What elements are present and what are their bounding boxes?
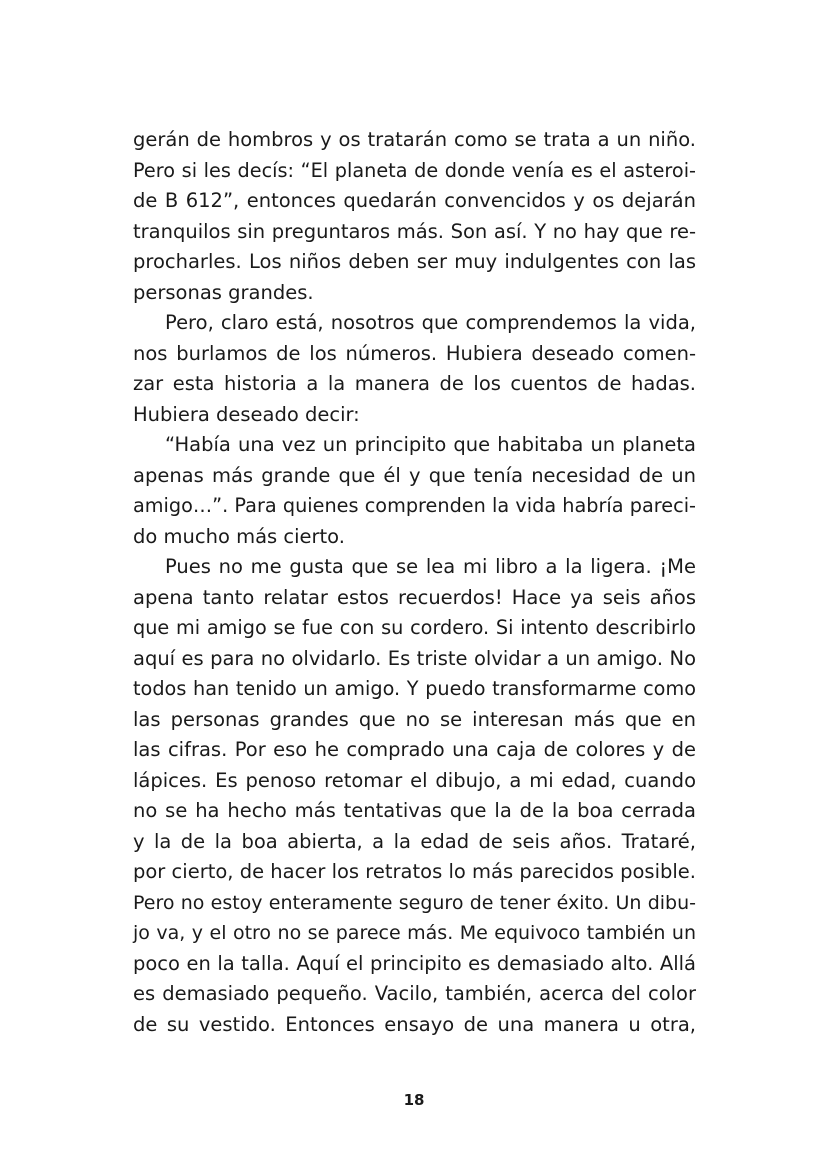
text-line: zar esta historia a la manera de los cuentos de hadas. <box>133 372 696 395</box>
text-line: do mucho más cierto. <box>133 524 345 548</box>
text-line: y la de la boa abierta, a la edad de seis años. Trataré, <box>133 829 696 853</box>
text-line: es demasiado pequeño. Vacilo, también, acerca del color <box>133 982 696 1005</box>
text-line: todos han tenido un amigo. Y puedo transformarme como <box>133 677 696 700</box>
text-line: poco en la talla. Aquí el principito es demasiado alto. Allá <box>133 951 696 975</box>
text-line: personas grandes. <box>133 280 314 304</box>
paragraph <box>133 430 696 552</box>
text-line: no se ha hecho más tentativas que la de la boa cerrada <box>133 799 696 822</box>
text-line: de B 612”, entonces quedarán convencidos y os dejarán <box>133 189 696 212</box>
text-line: tranquilos sin preguntaros más. Son así. Y no hay que re- <box>133 219 696 243</box>
text-line: amigo…”. Para quienes comprenden la vida habría pareci- <box>133 494 696 517</box>
paragraph <box>133 552 696 1040</box>
text-line: apenas más grande que él y que tenía necesidad de un <box>133 463 696 487</box>
text-line: aquí es para no olvidarlo. Es triste olvidar a un amigo. No <box>133 646 696 670</box>
text-line: Pero, claro está, nosotros que comprendemos la vida, <box>165 311 696 334</box>
text-line: de su vestido. Entonces ensayo de una manera u otra, <box>133 1012 696 1036</box>
text-line: que mi amigo se fue con su cordero. Si intento describirlo <box>133 616 696 639</box>
text-line: jo va, y el otro no se parece más. Me equivoco también un <box>133 922 696 944</box>
paragraph <box>133 308 696 430</box>
text-line: procharles. Los niños deben ser muy indulgentes con las <box>133 250 696 273</box>
text-line: “Había una vez un principito que habitaba un planeta <box>165 433 696 456</box>
text-line: gerán de hombros y os tratarán como se trata a un niño. <box>133 128 696 151</box>
text-line: apena tanto relatar estos recuerdos! Hace ya seis años <box>133 585 696 609</box>
text-line: nos burlamos de los números. Hubiera deseado comen- <box>133 341 696 365</box>
text-line: Pues no me gusta que se lea mi libro a la ligera. ¡Me <box>165 555 696 578</box>
page-number: 18 <box>403 1091 425 1109</box>
text-line: las cifras. Por eso he comprado una caja de colores y de <box>133 738 696 761</box>
text-line: Pero si les decís: “El planeta de donde venía es el asteroi- <box>133 158 696 182</box>
paragraph <box>133 125 696 308</box>
text-line: lápices. Es penoso retomar el dibujo, a mi edad, cuando <box>133 768 696 792</box>
text-line: por cierto, de hacer los retratos lo más parecidos posible. <box>133 860 696 883</box>
text-line: Hubiera deseado decir: <box>133 402 360 426</box>
text-line: Pero no estoy enteramente seguro de tener éxito. Un dibu- <box>133 891 696 914</box>
text-line: las personas grandes que no se interesan más que en <box>133 707 696 731</box>
body-text <box>133 125 696 1040</box>
